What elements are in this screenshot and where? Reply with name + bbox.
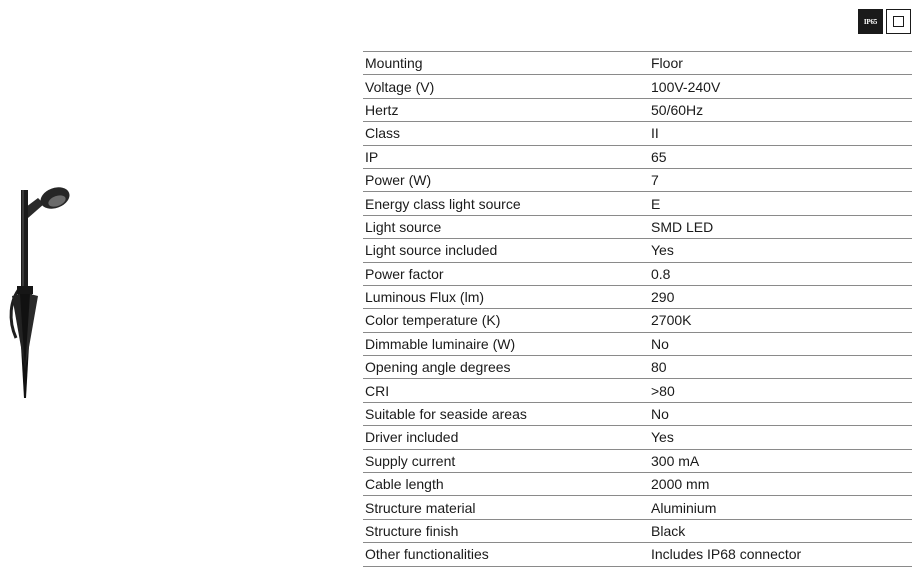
spec-label: Power factor (363, 262, 649, 285)
table-row (363, 309, 912, 332)
table-row (363, 543, 912, 566)
spec-label: Light source (363, 215, 649, 238)
table-row (363, 98, 912, 121)
spec-value: 100V-240V (649, 75, 912, 98)
table-row (363, 496, 912, 519)
spec-label: Opening angle degrees (363, 356, 649, 379)
spec-value: II (649, 122, 912, 145)
class-ii-icon (886, 9, 911, 34)
spec-label: Voltage (V) (363, 75, 649, 98)
spec-label: Power (W) (363, 168, 649, 191)
spec-value: 0.8 (649, 262, 912, 285)
table-row (363, 379, 912, 402)
spec-value: No (649, 402, 912, 425)
table-row (363, 473, 912, 496)
spec-label: Hertz (363, 98, 649, 121)
spec-label: Suitable for seaside areas (363, 402, 649, 425)
spec-value: >80 (649, 379, 912, 402)
spec-value: 2700K (649, 309, 912, 332)
table-row (363, 192, 912, 215)
spec-value: 80 (649, 356, 912, 379)
spec-value: Yes (649, 426, 912, 449)
spec-value: Aluminium (649, 496, 912, 519)
certification-badges (858, 9, 911, 34)
table-row (363, 262, 912, 285)
spec-value: SMD LED (649, 215, 912, 238)
table-row (363, 402, 912, 425)
spec-label: Driver included (363, 426, 649, 449)
table-row (363, 52, 912, 75)
spec-label: Supply current (363, 449, 649, 472)
table-row (363, 145, 912, 168)
spec-label: Light source included (363, 239, 649, 262)
spec-value: 290 (649, 285, 912, 308)
table-row (363, 449, 912, 472)
table-row (363, 215, 912, 238)
table-row (363, 356, 912, 379)
table-row (363, 239, 912, 262)
spec-label: Dimmable luminaire (W) (363, 332, 649, 355)
spec-label: Luminous Flux (lm) (363, 285, 649, 308)
spec-value: Floor (649, 52, 912, 75)
spec-label: CRI (363, 379, 649, 402)
spec-label: Color temperature (K) (363, 309, 649, 332)
spec-value: E (649, 192, 912, 215)
table-row (363, 285, 912, 308)
table-row (363, 168, 912, 191)
table-row (363, 519, 912, 542)
spec-value: Includes IP68 connector (649, 543, 912, 566)
spec-value: 2000 mm (649, 473, 912, 496)
table-row (363, 332, 912, 355)
spec-label: Structure finish (363, 519, 649, 542)
spec-value: Yes (649, 239, 912, 262)
spec-value: Black (649, 519, 912, 542)
spec-value: No (649, 332, 912, 355)
spec-value: 7 (649, 168, 912, 191)
spec-label: Class (363, 122, 649, 145)
spec-value: 65 (649, 145, 912, 168)
spec-value: 300 mA (649, 449, 912, 472)
spec-label: Other functionalities (363, 543, 649, 566)
table-row (363, 122, 912, 145)
table-row (363, 75, 912, 98)
spec-label: Cable length (363, 473, 649, 496)
ip65-badge: IP65 (858, 9, 883, 34)
spec-value: 50/60Hz (649, 98, 912, 121)
table-row (363, 426, 912, 449)
spec-label: Energy class light source (363, 192, 649, 215)
spec-label: Mounting (363, 52, 649, 75)
spec-table (363, 51, 912, 567)
product-image (0, 170, 80, 410)
spec-label: Structure material (363, 496, 649, 519)
spec-label: IP (363, 145, 649, 168)
